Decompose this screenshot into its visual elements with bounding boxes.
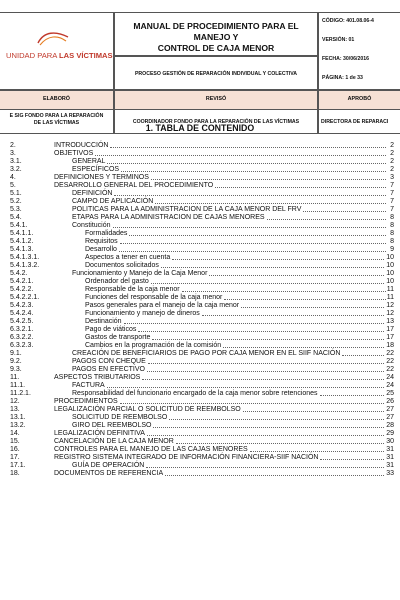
logo-cell [0,12,114,90]
toc-entry-title: ESPECÍFICOS [72,166,120,173]
toc-entry-number: 14. [10,430,20,437]
toc-entry-title: Documentos solicitados [85,262,159,269]
toc-leader [151,283,386,284]
toc-entry-page: 13 [386,318,394,325]
toc-entry-title: Requisitos [85,238,118,245]
toc-entry-number: 12. [10,398,20,405]
logo-text: UNIDAD PARA LAS VÍCTIMAS [6,51,113,60]
toc-entry-title: Responsabilidad del funcionario encargado de la caja menor sobre retenciones [72,390,318,397]
toc-entry-page: 8 [390,230,394,237]
toc-leader [124,323,386,324]
toc-entry[interactable] [10,398,394,406]
toc-entry-page: 10 [386,262,394,269]
toc-entry[interactable] [10,182,394,190]
toc-entry[interactable] [10,142,394,150]
toc-leader [114,195,386,196]
reviso-name: COORDINADOR FONDO PARA LA REPARACIÓN DE LAS VÍCTIMAS [114,110,318,134]
toc-entry-title: Destinación [85,318,122,325]
toc-leader [169,419,386,420]
toc-entry-page: 29 [386,430,394,437]
logo-swirl-icon [36,29,70,47]
toc-entry-number: 5.4.2.5. [10,318,34,325]
toc-entry[interactable] [10,286,394,294]
toc-entry-title: POLITICAS PARA LA ADMINISTRACION DE LA CAJA MENOR DEL FRV [72,206,302,213]
toc-entry-number: 6.3.2.2. [10,334,34,341]
toc-entry-page: 22 [386,350,394,357]
toc-leader [146,467,386,468]
title-cell [114,12,318,56]
toc-entry-title: Pago de viáticos [85,326,137,333]
toc-entry-page: 31 [386,462,394,469]
toc-entry[interactable] [10,358,394,366]
toc-entry-page: 12 [386,310,394,317]
toc-entry-number: 5.4.1. [10,222,28,229]
reviso-header: REVISÓ [114,90,318,110]
toc-entry-title: Constitución [72,222,111,229]
toc-leader [121,171,386,172]
toc-entry-number: 13.2. [10,422,26,429]
toc-leader [320,395,386,396]
toc-entry-page: 31 [386,454,394,461]
toc-heading: 1. TABLA DE CONTENIDO [145,123,255,133]
toc-entry-title: LEGALIZACIÓN PARCIAL O SOLICITUD DE REEMBOLSO [54,406,241,413]
document-header [0,12,400,90]
toc-leader [202,315,386,316]
toc-entry-title: PAGOS EN EFECTIVO [72,366,145,373]
toc-entry-number: 13.1. [10,414,26,421]
toc-entry-title: Desarrollo [85,246,117,253]
toc-entry[interactable] [10,438,394,446]
toc-entry-title: INTRODUCCIÓN [54,142,109,149]
toc-entry-number: 5.2. [10,198,22,205]
toc-entry[interactable] [10,190,394,198]
toc-entry[interactable] [10,342,394,350]
toc-entry-number: 18. [10,470,20,477]
toc-entry-title: ASPECTOS TRIBUTARIOS [54,374,141,381]
toc-entry-number: 5.4.1.3.1. [10,254,40,261]
toc-entry-page: 2 [390,142,394,149]
elaboro-header: ELABORÓ [0,90,114,110]
toc-entry[interactable] [10,462,394,470]
toc-entry-page: 2 [390,166,394,173]
toc-entry-page: 31 [386,446,394,453]
toc-entry-number: 5.4.2.4. [10,310,34,317]
toc-leader [176,443,386,444]
toc-entry-title: CAMPO DE APLICACIÓN [72,198,154,205]
toc-leader [161,267,386,268]
toc-entry-number: 5.4.2. [10,270,28,277]
toc-entry-number: 11.1. [10,382,26,389]
toc-entry-title: Funcionamiento y manejo de dineros [85,310,200,317]
toc-entry-page: 10 [386,254,394,261]
toc-entry[interactable] [10,454,394,462]
toc-entry[interactable] [10,446,394,454]
toc-entry-number: 5.4.1.2. [10,238,34,245]
toc-entry-page: 10 [386,270,394,277]
toc-entry-title: Funcionamiento y Manejo de la Caja Menor [72,270,208,277]
toc-leader [107,163,386,164]
toc-entry-number: 15. [10,438,20,445]
document-title: MANUAL DE PROCEDIMIENTO PARA EL MANEJO Y CONTROL DE CAJA MENOR [133,21,299,53]
document-date: FECHA: 30/06/2016 [322,56,369,62]
toc-entry[interactable] [10,254,394,262]
toc-entry[interactable] [10,390,394,398]
toc-leader [243,411,386,412]
toc-entry[interactable] [10,158,394,166]
toc-entry-page: 3 [390,174,394,181]
toc-entry-title: DOCUMENTOS DE REFERENCIA [54,470,164,477]
toc-entry-title: Aspectos a tener en cuenta [85,254,171,261]
toc-leader [172,259,386,260]
table-of-contents [10,142,394,478]
toc-leader [113,227,386,228]
toc-leader [342,355,386,356]
toc-leader [120,403,386,404]
toc-entry-page: 24 [386,382,394,389]
toc-entry[interactable] [10,230,394,238]
toc-entry[interactable] [10,198,394,206]
toc-entry-page: 7 [390,190,394,197]
toc-entry-page: 22 [386,366,394,373]
toc-entry[interactable] [10,382,394,390]
toc-leader [151,179,386,180]
toc-entry[interactable] [10,326,394,334]
toc-leader [119,251,386,252]
toc-entry-page: 30 [386,438,394,445]
toc-leader [142,379,386,380]
toc-entry-number: 5.1. [10,190,22,197]
toc-entry-page: 12 [386,302,394,309]
toc-leader [138,331,386,332]
toc-leader [215,187,386,188]
toc-entry[interactable] [10,206,394,214]
toc-entry-page: 33 [386,470,394,477]
toc-leader [165,475,386,476]
toc-entry[interactable] [10,414,394,422]
document-page-number: PÁGINA: 1 de 33 [322,75,363,81]
toc-entry-page: 7 [390,206,394,213]
toc-entry-title: Responsable de la caja menor [85,286,180,293]
toc-entry-title: Gastos de transporte [85,334,151,341]
toc-entry[interactable] [10,334,394,342]
toc-entry[interactable] [10,310,394,318]
toc-entry-number: 5.4.1.3. [10,246,34,253]
toc-entry-number: 5.4.1.1. [10,230,34,237]
toc-entry-page: 27 [386,406,394,413]
toc-entry-page: 7 [390,182,394,189]
toc-entry-number: 9.3. [10,366,22,373]
toc-entry-title: CANCELACIÓN DE LA CAJA MENOR [54,438,174,445]
toc-entry[interactable] [10,366,394,374]
toc-leader [155,203,386,204]
toc-entry-title: Formalidades [85,230,128,237]
toc-entry-page: 26 [386,398,394,405]
toc-entry-title: REGISTRO SISTEMA INTEGRADO DE INFORMACIÓN FINANCIERA-SIIF NACIÓN [54,454,319,461]
toc-entry-number: 5.4.2.2. [10,286,34,293]
aprobo-header: APROBÓ [318,90,400,110]
toc-entry-page: 18 [386,342,394,349]
toc-entry-number: 3. [10,150,16,157]
document-meta [318,12,400,90]
aprobo-name: DIRECTORA DE REPARACI [318,110,400,134]
document-code: CÓDIGO: 401.08.06-4 [322,18,374,24]
toc-entry-number: 5.3. [10,206,22,213]
toc-entry-page: 10 [386,278,394,285]
toc-entry-number: 9.2. [10,358,22,365]
toc-entry-number: 6.3.2.1. [10,326,34,333]
toc-entry[interactable] [10,318,394,326]
toc-entry-title: ETAPAS PARA LA ADMINISTRACION DE CAJAS MENORES [72,214,265,221]
toc-entry-number: 2. [10,142,16,149]
toc-entry-title: GUÍA DE OPERACIÓN [72,462,145,469]
toc-leader [267,219,386,220]
toc-entry-page: 8 [390,214,394,221]
toc-entry-page: 2 [390,158,394,165]
process-name: PROCESO GESTIÓN DE REPARACIÓN INDIVIDUAL Y COLECTIVA [134,71,298,77]
toc-entry[interactable] [10,150,394,158]
toc-entry-page: 7 [390,198,394,205]
toc-entry-number: 17.1. [10,462,26,469]
toc-entry[interactable] [10,214,394,222]
toc-entry-title: Funciones del responsable de la caja menor [85,294,223,301]
toc-leader [182,291,386,292]
toc-entry-number: 6.3.2.3. [10,342,34,349]
toc-entry-title: SOLICITUD DE REEMBOLSO [72,414,168,421]
toc-entry-title: DEFINICIÓN [72,190,113,197]
toc-entry-page: 11 [386,294,394,301]
toc-entry[interactable] [10,302,394,310]
toc-entry-title: GIRO DEL REEMBOLSO [72,422,152,429]
toc-entry-page: 22 [386,358,394,365]
toc-entry[interactable] [10,238,394,246]
toc-entry[interactable] [10,270,394,278]
toc-leader [95,155,386,156]
toc-leader [129,235,386,236]
toc-leader [209,275,386,276]
toc-leader [110,147,386,148]
toc-entry-title: DEFINICIONES Y TERMINOS [54,174,149,181]
toc-entry[interactable] [10,278,394,286]
toc-entry-number: 17. [10,454,20,461]
toc-leader [147,435,386,436]
toc-entry[interactable] [10,246,394,254]
toc-entry-number: 4. [10,174,16,181]
toc-entry-title: LEGALIZACIÓN DEFINITIVA [54,430,145,437]
toc-entry[interactable] [10,430,394,438]
document-version: VERSIÓN: 01 [322,37,355,43]
toc-entry-number: 5.4. [10,214,22,221]
toc-entry-page: 24 [386,374,394,381]
toc-entry-title: Pasos generales para el manejo de la caja menor [85,302,240,309]
toc-entry-title: Cambios en la programación de la comisión [85,342,222,349]
toc-entry-page: 2 [390,150,394,157]
toc-entry-number: 3.2. [10,166,22,173]
toc-entry-title: Ordenador del gasto [85,278,149,285]
elaboro-name: E SIG FONDO PARA LA REPARACIÓN DE LAS VÍCTIMAS [0,110,114,134]
toc-entry[interactable] [10,174,394,182]
toc-entry[interactable] [10,166,394,174]
toc-entry-number: 3.1. [10,158,22,165]
toc-entry-number: 16. [10,446,20,453]
toc-leader [147,371,386,372]
toc-entry-title: FACTURA [72,382,105,389]
toc-entry-page: 9 [390,246,394,253]
toc-entry-title: CONTROLES PARA EL MANEJO DE LAS CAJAS MENORES [54,446,248,453]
toc-leader [153,427,386,428]
toc-entry-page: 8 [390,238,394,245]
toc-leader [303,211,386,212]
toc-entry[interactable] [10,406,394,414]
toc-entry-page: 11 [386,286,394,293]
toc-entry-page: 25 [386,390,394,397]
toc-entry-title: OBJETIVOS [54,150,94,157]
toc-entry-title: DESARROLLO GENERAL DEL PROCEDIMIENTO [54,182,214,189]
toc-entry-title: GENERAL [72,158,106,165]
toc-entry[interactable] [10,222,394,230]
toc-entry[interactable] [10,422,394,430]
toc-leader [250,451,386,452]
toc-entry[interactable] [10,262,394,270]
toc-entry-page: 27 [386,414,394,421]
toc-entry-number: 5. [10,182,16,189]
toc-entry-page: 17 [386,326,394,333]
toc-entry-page: 17 [386,334,394,341]
toc-entry-number: 13. [10,406,20,413]
toc-leader [223,347,386,348]
toc-entry-title: CREACIÓN DE BENEFICIARIOS DE PAGO POR CAJA MENOR EN EL SIIF NACIÓN [72,350,341,357]
toc-entry[interactable] [10,294,394,302]
toc-entry-number: 9.1. [10,350,22,357]
approval-header-row [0,90,400,110]
toc-entry[interactable] [10,374,394,382]
toc-entry[interactable] [10,470,394,478]
toc-entry-number: 11. [10,374,20,381]
toc-leader [224,299,386,300]
process-cell [114,56,318,90]
toc-leader [120,243,386,244]
toc-leader [152,339,386,340]
toc-entry-number: 5.4.2.2.1. [10,294,40,301]
toc-leader [148,363,386,364]
toc-leader [107,387,386,388]
toc-leader [320,459,386,460]
toc-entry-page: 28 [386,422,394,429]
toc-entry-number: 5.4.2.1. [10,278,34,285]
toc-entry-title: PROCEDIMIENTOS [54,398,118,405]
toc-entry-title: PAGOS CON CHEQUE [72,358,146,365]
toc-entry-number: 5.4.2.3. [10,302,34,309]
toc-entry-number: 11.2.1. [10,390,31,397]
toc-entry[interactable] [10,350,394,358]
toc-entry-page: 8 [390,222,394,229]
toc-leader [241,307,386,308]
toc-entry-number: 5.4.1.3.2. [10,262,40,269]
